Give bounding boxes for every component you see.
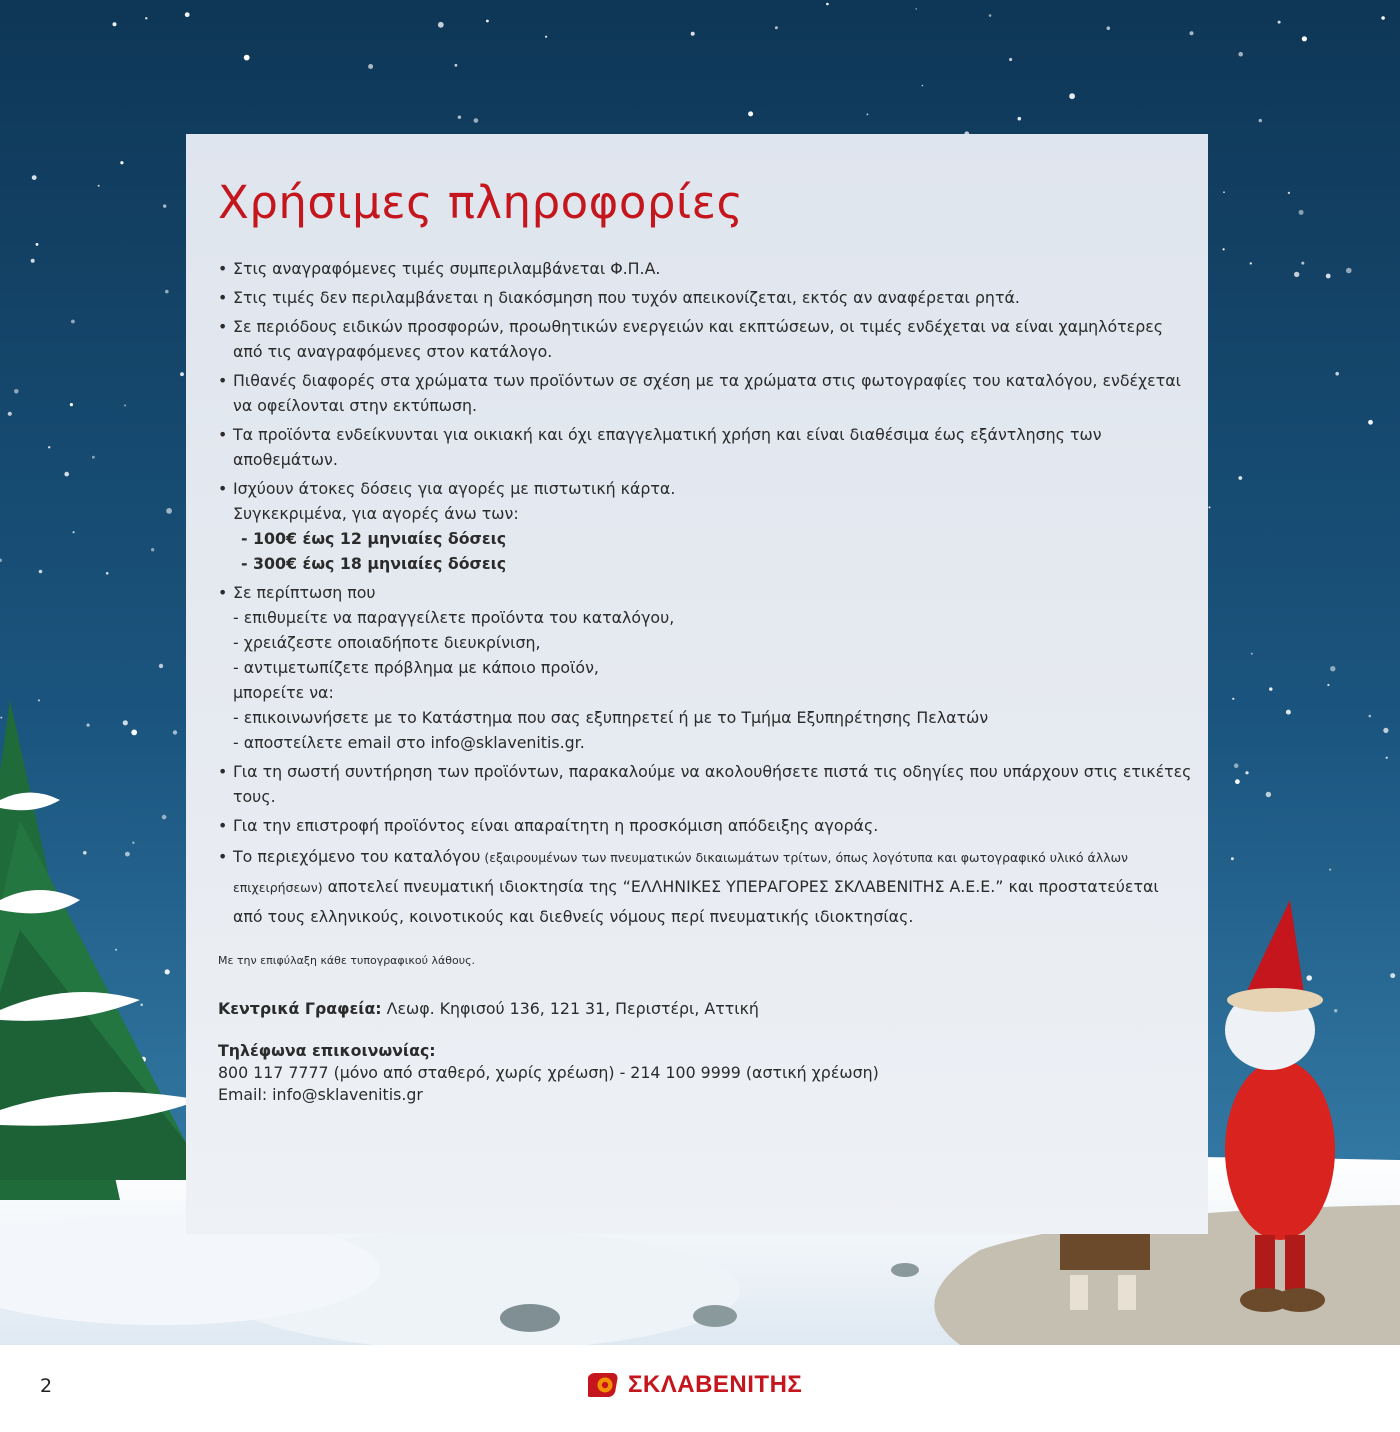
contact-case-problem: - αντιμετωπίζετε πρόβλημα με κάποιο προϊόν, bbox=[233, 658, 599, 677]
snowflake bbox=[173, 730, 177, 734]
snowflake bbox=[438, 22, 444, 28]
installments-100: - 100€ έως 12 μηνιαίες δόσεις bbox=[241, 529, 507, 548]
list-item: • Για τη σωστή συντήρηση των προϊόντων, παρακαλούμε να ακολουθήσετε πιστά τις οδηγίες που υπάρχουν στις ετικέτες τους. bbox=[218, 759, 1193, 809]
snowflake bbox=[1302, 36, 1307, 41]
contact-option-store: - επικοινωνήσετε με το Κατάστημα που σας εξυπηρετεί ή με το Τμήμα Εξυπηρέτησης Πελατών bbox=[233, 708, 989, 727]
contact-case-clarification: - χρειάζεστε οποιαδήποτε διευκρίνιση, bbox=[233, 633, 541, 652]
snowflake bbox=[0, 717, 2, 719]
snowflake bbox=[474, 118, 479, 123]
snowflake bbox=[1223, 191, 1225, 193]
snowflake bbox=[92, 456, 95, 459]
snowflake bbox=[48, 446, 50, 448]
copyright-exceptions: (εξαιρουμένων των πνευματικών δικαιωμάτων τρίτων, όπως λογότυπα και φωτογραφικό υλικό άλλων επιχειρήσεων) bbox=[233, 850, 1129, 895]
page-title: Χρήσιμες πληροφορίες bbox=[218, 176, 744, 229]
snowflake bbox=[1245, 771, 1248, 774]
snowflake bbox=[1368, 420, 1373, 425]
hq-address: Λεωφ. Κηφισού 136, 121 31, Περιστέρι, Αττική bbox=[381, 999, 759, 1018]
hq-label: Κεντρικά Γραφεία: bbox=[218, 999, 382, 1018]
snowflake bbox=[83, 851, 87, 855]
snowflake bbox=[1238, 476, 1242, 480]
brand-logo-icon bbox=[588, 1370, 622, 1400]
snowflake bbox=[131, 730, 137, 736]
snowflake bbox=[113, 22, 117, 26]
snowflake bbox=[486, 20, 489, 23]
snowflake bbox=[455, 64, 458, 67]
snowflake bbox=[1278, 21, 1281, 24]
snowflake bbox=[1383, 728, 1388, 733]
contact-case-order: - επιθυμείτε να παραγγείλετε προϊόντα του καταλόγου, bbox=[233, 608, 675, 627]
snowflake bbox=[1018, 117, 1022, 121]
list-item: • Τα προϊόντα ενδείκνυνται για οικιακή και όχι επαγγελματική χρήση και είναι διαθέσιμα έως εξάντλησης των αποθεμάτων. bbox=[218, 422, 1193, 472]
snowflake bbox=[1329, 869, 1331, 871]
snowflake bbox=[1234, 763, 1239, 768]
snowflake bbox=[8, 412, 12, 416]
snowflake bbox=[106, 572, 109, 575]
list-item: • Σε περιόδους ειδικών προσφορών, προωθητικών ενεργειών και εκπτώσεων, οι τιμές ενδέχεται να είναι χαμηλότερες από τις αναγραφόμενες στον κατάλογο. bbox=[218, 314, 1193, 364]
snowflake bbox=[545, 36, 547, 38]
snowflake bbox=[185, 12, 190, 17]
list-item-installments bbox=[218, 476, 1193, 576]
brand-name: ΣΚΛΑΒΕΝΙΤΗΣ bbox=[628, 1371, 803, 1398]
list-item: • Πιθανές διαφορές στα χρώματα των προϊόντων σε σχέση με τα χρώματα στις φωτογραφίες του καταλόγου, ενδέχεται να οφείλονται στην εκτύπωση. bbox=[218, 368, 1193, 418]
snowflake bbox=[922, 85, 924, 87]
snowflake bbox=[70, 403, 73, 406]
snowflake bbox=[1294, 272, 1299, 277]
contact-phones bbox=[218, 1040, 879, 1106]
snowflake bbox=[165, 969, 170, 974]
snowflake bbox=[1223, 248, 1225, 250]
snowflake bbox=[163, 204, 166, 207]
snowflake bbox=[36, 243, 39, 246]
snowflake bbox=[159, 664, 163, 668]
snowflake bbox=[775, 26, 778, 29]
snowflake bbox=[162, 815, 167, 820]
snowflake bbox=[1335, 372, 1339, 376]
snowflake bbox=[87, 724, 90, 727]
contact-case-intro: • Σε περίπτωση που bbox=[233, 583, 376, 602]
snowflake bbox=[1209, 506, 1211, 508]
snowflake bbox=[1250, 262, 1252, 264]
phones-label: Τηλέφωνα επικοινωνίας: bbox=[218, 1041, 436, 1060]
phones-value: 800 117 7777 (μόνο από σταθερό, χωρίς χρέωση) - 214 100 9999 (αστική χρέωση) bbox=[218, 1063, 879, 1082]
snowflake bbox=[1232, 698, 1234, 700]
snowflake bbox=[1334, 1009, 1337, 1012]
contact-case-options: μπορείτε να: bbox=[233, 683, 334, 702]
list-item: • Στις τιμές δεν περιλαμβάνεται η διακόσμηση που τυχόν απεικονίζεται, εκτός αν αναφέρεται ρητά. bbox=[218, 285, 1193, 310]
snowflake bbox=[1107, 26, 1111, 30]
installments-detail: Συγκεκριμένα, για αγορές άνω των: bbox=[233, 504, 519, 523]
snowflake bbox=[180, 372, 184, 376]
snowflake bbox=[1009, 58, 1012, 61]
snowflake bbox=[73, 531, 75, 533]
snowflake bbox=[1346, 268, 1352, 274]
snowflake bbox=[120, 161, 123, 164]
snowflake bbox=[244, 55, 250, 61]
snowflake bbox=[1286, 710, 1291, 715]
snowflake bbox=[1238, 52, 1243, 57]
list-item-contact-cases bbox=[218, 580, 1193, 755]
typo-disclaimer: Με την επιφύλαξη κάθε τυπογραφικού λάθους. bbox=[218, 954, 476, 967]
installments-intro: • Ισχύουν άτοκες δόσεις για αγορές με πιστωτική κάρτα. bbox=[233, 479, 676, 498]
snowflake bbox=[14, 389, 19, 394]
snowflake bbox=[1269, 687, 1272, 690]
snowflake bbox=[989, 14, 992, 17]
snowflake bbox=[748, 111, 753, 116]
snowflake bbox=[151, 548, 154, 551]
list-item: • Στις αναγραφόμενες τιμές συμπεριλαμβάνεται Φ.Π.Α. bbox=[218, 256, 1193, 281]
snowflake bbox=[1069, 93, 1075, 99]
snowflake bbox=[1326, 274, 1331, 279]
snowflake bbox=[458, 116, 461, 119]
snowflake bbox=[1390, 973, 1395, 978]
snowflake bbox=[1288, 192, 1290, 194]
snowflake bbox=[1306, 975, 1312, 981]
snowflake bbox=[1386, 757, 1388, 759]
snowflake bbox=[866, 113, 868, 115]
email-value: Email: info@sklavenitis.gr bbox=[218, 1085, 423, 1104]
info-bullet-list bbox=[218, 256, 1193, 935]
snowflake bbox=[124, 405, 126, 407]
snowflake bbox=[1330, 666, 1335, 671]
snowflake bbox=[368, 64, 373, 69]
snowflake bbox=[98, 185, 100, 187]
snowflake bbox=[1190, 31, 1194, 35]
installments-300: - 300€ έως 18 μηνιαίες δόσεις bbox=[241, 554, 507, 573]
snowflake bbox=[691, 32, 695, 36]
page-number: 2 bbox=[40, 1375, 53, 1397]
snowflake bbox=[125, 852, 130, 857]
snowflake bbox=[1327, 684, 1329, 686]
list-item: • Για την επιστροφή προϊόντος είναι απαραίτητη η προσκόμιση απόδειξης αγοράς. bbox=[218, 813, 1193, 838]
snowflake bbox=[1266, 792, 1271, 797]
snowflake bbox=[64, 472, 69, 477]
snowflake bbox=[1369, 715, 1372, 718]
snowflake bbox=[115, 949, 117, 951]
snowflake bbox=[145, 17, 147, 19]
snowflake bbox=[31, 259, 35, 263]
snowflake bbox=[1381, 16, 1385, 20]
snowflake bbox=[826, 3, 829, 6]
contact-option-email: - αποστείλετε email στο info@sklavenitis.gr. bbox=[233, 733, 585, 752]
snowflake bbox=[915, 8, 917, 10]
copyright-start: Το περιεχόμενο του καταλόγου bbox=[233, 847, 481, 866]
snowflake bbox=[123, 720, 128, 725]
snowflake bbox=[1231, 857, 1234, 860]
snowflake bbox=[39, 570, 43, 574]
snowflake bbox=[38, 699, 40, 701]
snowflake bbox=[140, 1004, 143, 1007]
snowflake bbox=[32, 175, 37, 180]
snowflake bbox=[71, 320, 75, 324]
snowflake bbox=[1299, 210, 1304, 215]
brand-logo bbox=[588, 1370, 802, 1400]
snowflake bbox=[166, 508, 172, 514]
snowflake bbox=[1259, 119, 1262, 122]
copyright-end: αποτελεί πνευματική ιδιοκτησία της “ΕΛΛΗΝΙΚΕΣ ΥΠΕΡΑΓΟΡΕΣ ΣΚΛΑΒΕΝΙΤΗΣ Α.Ε.Ε.” και προστατεύεται από τους ελληνικούς, κοινοτικούς και διεθνείς νόμους περί πνευματικής ιδιοκτησίας. bbox=[233, 877, 1159, 926]
snowflake bbox=[1235, 779, 1240, 784]
snowflake bbox=[165, 290, 169, 294]
list-item-copyright bbox=[218, 842, 1193, 931]
headquarters bbox=[218, 998, 759, 1020]
snowflake bbox=[1251, 653, 1253, 655]
snowflake bbox=[1301, 262, 1304, 265]
snowflake bbox=[132, 842, 134, 844]
